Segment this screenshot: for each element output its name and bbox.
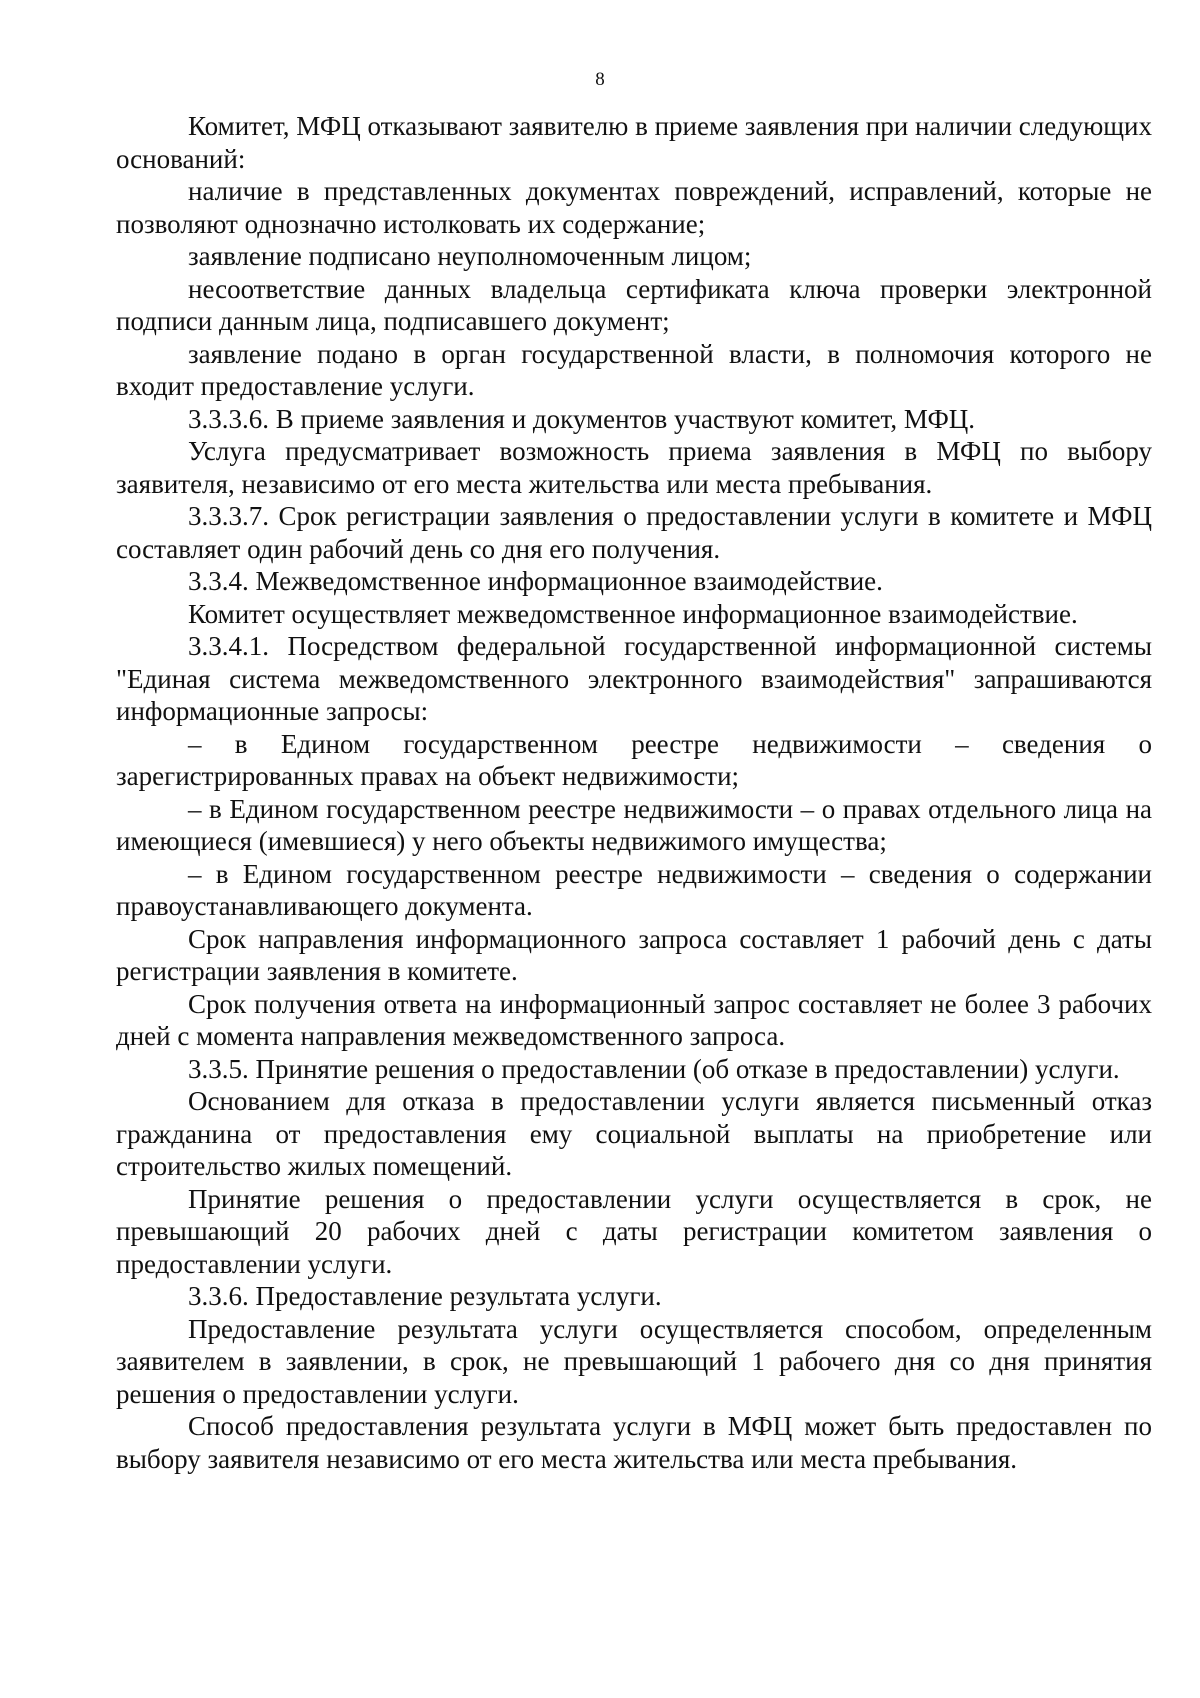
list-item: – в Едином государственном реестре недвижимости – сведения о зарегистрированных правах на объект недвижимости; (116, 728, 1152, 791)
paragraph: Предоставление результата услуги осуществляется способом, определенным заявителем в заявлении, в срок, не превышающий 1 рабочего дня со дня принятия решения о предоставлении услуги. (116, 1313, 1152, 1409)
page-number: 8 (595, 69, 605, 90)
paragraph: 3.3.5. Принятие решения о предоставлении (об отказе в предоставлении) услуги. (188, 1053, 1120, 1084)
paragraph: 3.3.4. Межведомственное информационное взаимодействие. (188, 566, 883, 596)
paragraph: Комитет осуществляет межведомственное информационное взаимодействие. (188, 598, 1078, 629)
paragraph: Основанием для отказа в предоставлении услуги является письменный отказ гражданина от предоставления ему социальной выплаты на приобретение или строительство жилых помещений. (116, 1086, 1152, 1181)
paragraph: 3.3.3.6. В приеме заявления и документов участвуют комитет, МФЦ. (188, 403, 976, 434)
paragraph: наличие в представленных документах повреждений, исправлений, которые не позволяют однозначно истолковать их содержание; (116, 176, 1152, 239)
paragraph: 3.3.3.7. Срок регистрации заявления о предоставлении услуги в комитете и МФЦ составляет один рабочий день со дня его получения. (116, 501, 1152, 564)
list-item: – в Едином государственном реестре недвижимости – сведения о содержании правоустанавливающего документа. (116, 858, 1152, 921)
paragraph: Комитет, МФЦ отказывают заявителю в приеме заявления при наличии следующих оснований: (116, 111, 1152, 174)
paragraph: 3.3.6. Предоставление результата услуги. (188, 1281, 662, 1311)
list-item: – в Едином государственном реестре недвижимости – о правах отдельного лица на имеющиеся (имевшиеся) у него объекты недвижимого имущества; (116, 793, 1152, 856)
paragraph: Услуга предусматривает возможность приема заявления в МФЦ по выбору заявителя, независимо от его места жительства или места пребывания. (116, 436, 1152, 499)
paragraph: Срок получения ответа на информационный запрос составляет не более 3 рабочих дней с момента направления межведомственного запроса. (116, 988, 1152, 1051)
document-body (116, 110, 1152, 1475)
paragraph: Принятие решения о предоставлении услуги осуществляется в срок, не превышающий 20 рабочих дней с даты регистрации комитетом заявления о предоставлении услуги. (116, 1183, 1152, 1279)
paragraph: заявление подписано неуполномоченным лицом; (188, 241, 752, 271)
paragraph: Срок направления информационного запроса составляет 1 рабочий день с даты регистрации заявления в комитете. (116, 923, 1152, 986)
paragraph: 3.3.4.1. Посредством федеральной государственной информационной системы "Единая система межведомственного электронного взаимодействия" запрашиваются информационные запросы: (116, 631, 1152, 726)
paragraph: несоответствие данных владельца сертификата ключа проверки электронной подписи данным лица, подписавшего документ; (116, 273, 1152, 336)
paragraph: Способ предоставления результата услуги в МФЦ может быть предоставлен по выбору заявителя независимо от его места жительства или места пребывания. (116, 1411, 1152, 1474)
paragraph: заявление подано в орган государственной власти, в полномочия которого не входит предоставление услуги. (116, 338, 1152, 401)
